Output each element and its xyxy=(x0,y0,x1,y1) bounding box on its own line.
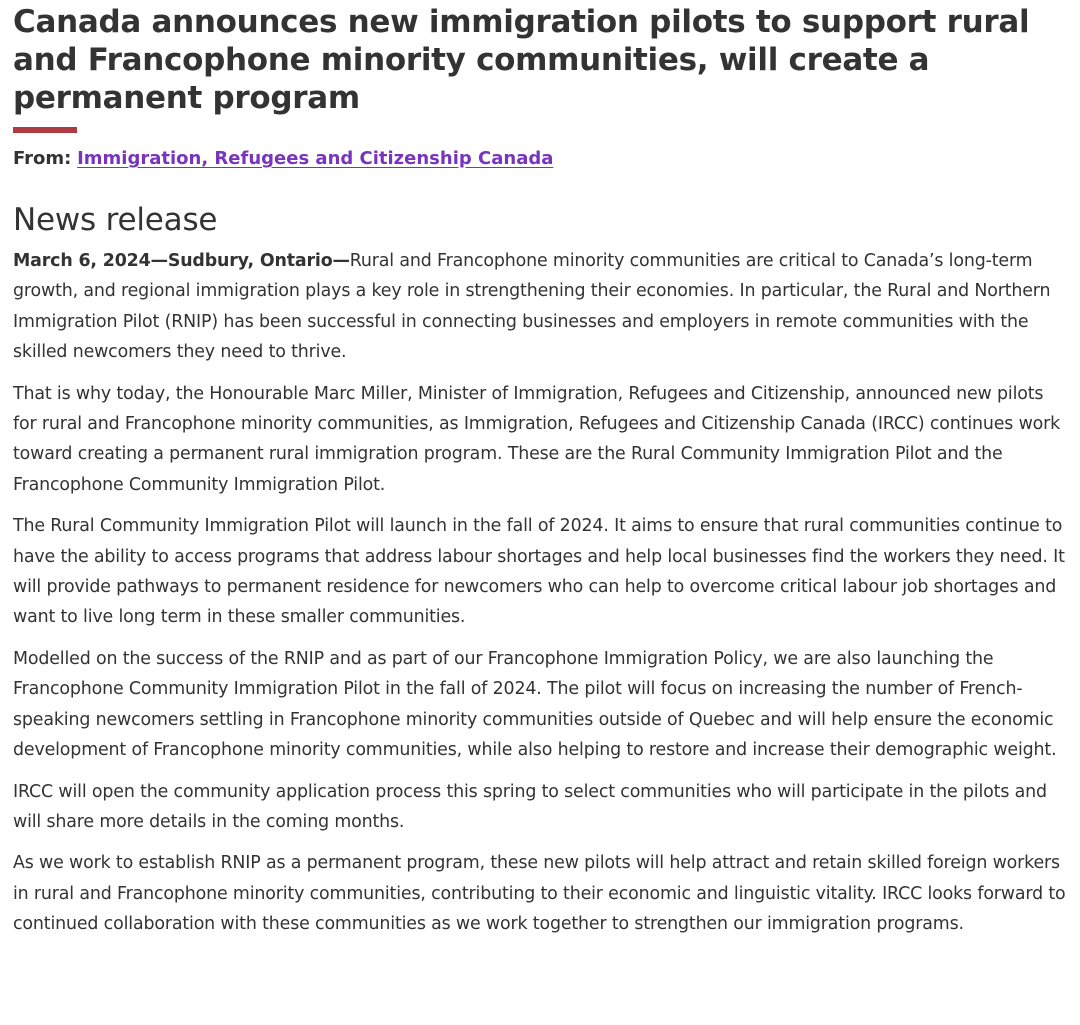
from-line xyxy=(13,147,1067,171)
paragraph-1 xyxy=(13,246,1067,368)
paragraph-3: The Rural Community Immigration Pilot will launch in the fall of 2024. It aims to ensure that rural communities continue to have the ability to access programs that address labour shortages and help local businesses find the workers they need. It will provide pathways to permanent residence for newcomers who can help to overcome critical labour job shortages and want to live long term in these smaller communities. xyxy=(13,516,1065,628)
paragraph-4: Modelled on the success of the RNIP and as part of our Francophone Immigration Policy, we are also launching the Francophone Community Immigration Pilot in the fall of 2024. The pilot will focus on increasing the number of French-speaking newcomers settling in Francophone minority communities outside of Quebec and will help ensure the economic development of Francophone minority communities, while also helping to restore and increase their demographic weight. xyxy=(13,648,1057,761)
section-heading: News release xyxy=(13,202,218,238)
from-label: From: xyxy=(13,148,72,169)
dateline: March 6, 2024—Sudbury, Ontario— xyxy=(13,251,350,271)
paragraph-1-text: Rural and Francophone minority communities are critical to Canada’s long-term growth, and regional immigration plays a key role in strengthening their economies. In particular, the Rural and Northern Immigration Pilot (RNIP) has been successful in connecting businesses and employers in remote communities with the skilled newcomers they need to thrive. xyxy=(13,251,1051,363)
page-title: Canada announces new immigration pilots to support rural and Francophone minority communities, will create a permanent program xyxy=(13,4,1030,116)
paragraph-2: That is why today, the Honourable Marc Miller, Minister of Immigration, Refugees and Citizenship, announced new pilots for rural and Francophone minority communities, as Immigration, Refugees and Citizenship Canada (IRCC) continues work toward creating a permanent rural immigration program. These are the Rural Community Immigration Pilot and the Francophone Community Immigration Pilot. xyxy=(13,383,1061,495)
paragraph-6: As we work to establish RNIP as a permanent program, these new pilots will help attract and retain skilled foreign workers in rural and Francophone minority communities, contributing to their economic and linguistic vitality. IRCC looks forward to continued collaboration with these communities as we work together to strengthen our immigration programs. xyxy=(13,853,1066,935)
title-accent-rule xyxy=(13,127,77,133)
paragraph-5: IRCC will open the community application process this spring to select communities who will participate in the pilots and will share more details in the coming months. xyxy=(13,781,1047,832)
department-link[interactable]: Immigration, Refugees and Citizenship Canada xyxy=(77,148,554,169)
